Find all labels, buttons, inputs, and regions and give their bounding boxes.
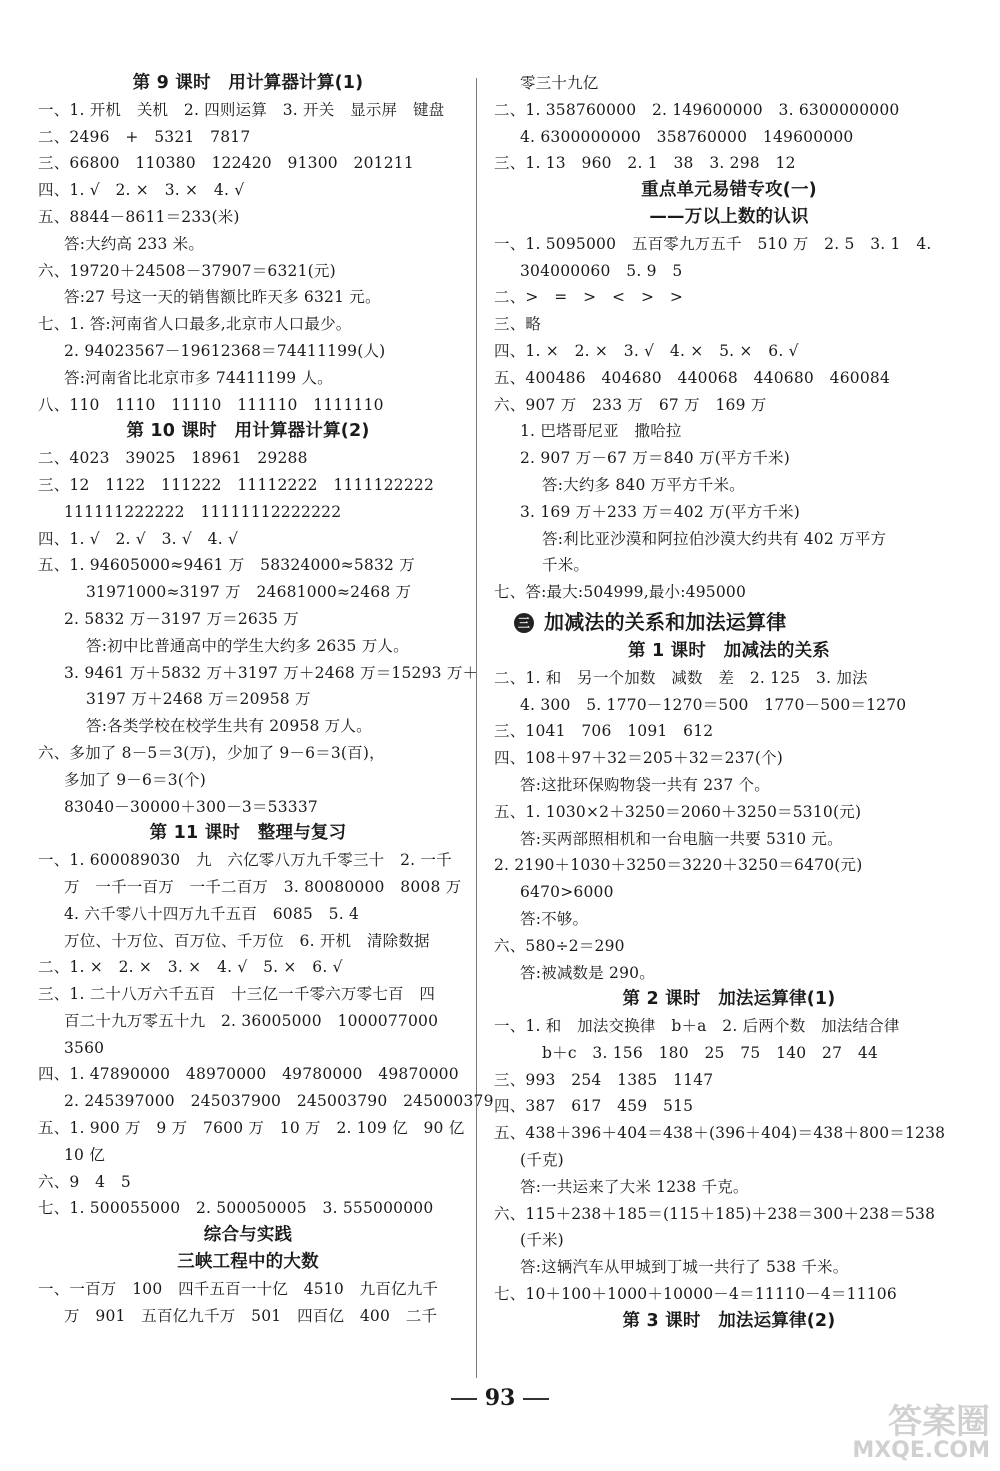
- line-text: 83040－30000＋300－3＝53337: [64, 797, 318, 816]
- line-text: 零三十九亿: [520, 74, 599, 92]
- answer-line: [38, 981, 458, 1008]
- answer-line: [494, 579, 964, 606]
- line-text: 答:利比亚沙漠和阿拉伯沙漠大约共有 402 万平方: [542, 529, 887, 548]
- answer-line: [494, 418, 964, 445]
- answer-line: [494, 745, 964, 772]
- line-text: 万位、十万位、百万位、千万位 6. 开机 清除数据: [64, 931, 430, 950]
- line-text: 4. 300 5. 1770－1270＝500 1770－500＝1270: [520, 695, 907, 714]
- answer-line: [494, 284, 964, 311]
- line-text: 111111222222 11111112222222: [64, 502, 342, 521]
- line-text: 二、1. × 2. × 3. × 4. √ 5. × 6. √: [38, 958, 343, 977]
- line-text: 答:买两部照相机和一台电脑一共要 5310 元。: [520, 829, 843, 848]
- dash-left: [451, 1398, 477, 1400]
- line-text: 七、1. 500055000 2. 500050005 3. 555000000: [38, 1199, 434, 1218]
- answer-line: [38, 124, 458, 151]
- answer-line: [494, 311, 964, 338]
- line-text: 2. 5832 万－3197 万＝2635 万: [64, 609, 299, 628]
- line-text: 二、> = > < > >: [494, 288, 684, 307]
- line-text: 2. 907 万－67 万＝840 万(平方千米): [520, 449, 790, 468]
- section-heading: [494, 177, 964, 204]
- line-text: 七、1. 答:河南省人口最多,北京市人口最少。: [38, 315, 352, 334]
- line-text: 万 901 五百亿九千万 501 四百亿 400 二千: [64, 1306, 438, 1325]
- line-text: 五、8844－8611＝233(米): [38, 207, 240, 226]
- answer-line: [38, 526, 458, 553]
- answer-line: [494, 552, 964, 579]
- left-column: [38, 70, 494, 1329]
- answer-line: [494, 692, 964, 719]
- answer-line: [38, 1142, 458, 1169]
- answer-line: [38, 1061, 458, 1088]
- watermark-logo: [800, 1402, 990, 1467]
- answer-line: [494, 1013, 964, 1040]
- line-text: 四、108＋97＋32＝205＋32＝237(个): [494, 749, 784, 768]
- line-text: 答:27 号这一天的销售额比昨天多 6321 元。: [64, 288, 381, 307]
- section-heading: [38, 1249, 458, 1276]
- section-heading: [38, 418, 458, 445]
- line-text: 三、1. 13 960 2. 1 38 3. 298 12: [494, 154, 796, 173]
- answer-line: [494, 1281, 964, 1308]
- right-column: [494, 70, 964, 1335]
- answer-line: [494, 960, 964, 987]
- answer-line: [494, 445, 964, 472]
- answer-line: [38, 847, 458, 874]
- answer-line: [494, 1174, 964, 1201]
- line-text: b＋c 3. 156 180 25 75 140 27 44: [542, 1043, 878, 1062]
- line-text: 第 10 课时 用计算器计算(2): [126, 421, 370, 442]
- line-text: 五、1. 900 万 9 万 7600 万 10 万 2. 109 亿 90 亿: [38, 1119, 465, 1138]
- unit-number-badge: 三: [514, 613, 534, 633]
- answer-line: [494, 1067, 964, 1094]
- line-text: (千克): [520, 1151, 564, 1170]
- line-text: 304000060 5. 9 5: [520, 261, 683, 280]
- line-text: 答:河南省比北京市多 74411199 人。: [64, 368, 333, 387]
- line-text: 一、1. 开机 关机 2. 四则运算 3. 开关 显示屏 键盘: [38, 100, 445, 119]
- answer-line: [494, 392, 964, 419]
- answer-line: [38, 150, 458, 177]
- line-text: 4. 六千零八十四万九千五百 6085 5. 4: [64, 904, 360, 923]
- answer-line: [38, 552, 458, 579]
- line-text: 三、1. 二十八万六千五百 十三亿一千零六万零七百 四: [38, 985, 436, 1004]
- section-heading: [494, 204, 964, 231]
- answer-line: [38, 204, 458, 231]
- line-text: 重点单元易错专攻(一): [641, 180, 817, 201]
- answer-line: [494, 1093, 964, 1120]
- line-text: 二、2496 + 5321 7817: [38, 127, 251, 146]
- line-text: 二、4023 39025 18961 29288: [38, 449, 308, 468]
- line-text: 一、1. 和 加法交换律 b＋a 2. 后两个数 加法结合律: [494, 1017, 900, 1036]
- line-text: 多加了 9－6＝3(个): [64, 770, 207, 789]
- line-text: 第 11 课时 整理与复习: [149, 823, 347, 844]
- answer-line: [38, 177, 458, 204]
- answer-line: [38, 928, 458, 955]
- line-text: 2. 2190＋1030＋3250＝3220＋3250＝6470(元): [494, 856, 863, 875]
- line-text: 答:各类学校在校学生共有 20958 万人。: [86, 717, 372, 736]
- answer-line: [494, 1227, 964, 1254]
- line-text: 六、907 万 233 万 67 万 169 万: [494, 395, 767, 414]
- answer-line: [38, 1169, 458, 1196]
- line-text: 答:初中比普通高中的学生大约多 2635 万人。: [86, 636, 409, 655]
- line-text: 2. 245397000 245037900 245003790 245000379: [64, 1092, 494, 1111]
- answer-line: [38, 97, 458, 124]
- answer-line: [494, 526, 964, 553]
- answer-line: [494, 1040, 964, 1067]
- line-text: 综合与实践: [203, 1225, 293, 1246]
- answer-line: [38, 794, 458, 821]
- line-text: 四、1. × 2. × 3. √ 4. × 5. × 6. √: [494, 341, 799, 360]
- answer-line: [494, 258, 964, 285]
- answer-line: [494, 718, 964, 745]
- line-text: 七、答:最大:504999,最小:495000: [494, 583, 747, 602]
- answer-line: [494, 906, 964, 933]
- line-text: 一、1. 600089030 九 六亿零八万九千零三十 2. 一千: [38, 851, 452, 870]
- answer-line: [494, 1254, 964, 1281]
- answer-line: [494, 472, 964, 499]
- line-text: 第 3 课时 加法运算律(2): [622, 1310, 836, 1331]
- answer-line: [494, 1147, 964, 1174]
- line-text: 三、12 1122 111222 11112222 1111122222: [38, 475, 435, 494]
- line-text: 六、580÷2＝290: [494, 936, 625, 955]
- line-text: 五、438＋396＋404＝438＋(396＋404)＝438＋800＝1238: [494, 1124, 946, 1143]
- line-text: 答:不够。: [520, 909, 589, 928]
- answer-line: [38, 767, 458, 794]
- line-text: 千米。: [542, 556, 590, 575]
- line-text: 答:大约高 233 米。: [64, 234, 205, 253]
- line-text: 百二十九万零五十九 2. 36005000 1000077000: [64, 1011, 439, 1030]
- answer-line: [38, 1008, 458, 1035]
- section-heading: [494, 638, 964, 665]
- answer-line: [38, 1115, 465, 1142]
- answer-line: [38, 1195, 458, 1222]
- answer-line: [38, 472, 458, 499]
- answer-line: [494, 365, 964, 392]
- answer-line: [494, 826, 964, 853]
- answer-line: [38, 338, 458, 365]
- line-text: 三、1041 706 1091 612: [494, 722, 714, 741]
- answer-line: [494, 338, 964, 365]
- watermark-main: 答案圈: [888, 1402, 990, 1442]
- line-text: 三峡工程中的大数: [177, 1252, 319, 1273]
- answer-line: [494, 124, 964, 151]
- answer-line: [38, 954, 458, 981]
- dash-right: [523, 1398, 549, 1400]
- page-number-text: 93: [484, 1385, 516, 1411]
- line-text: 答:这辆汽车从甲城到丁城一共行了 538 千米。: [520, 1258, 849, 1277]
- answer-line: [494, 933, 964, 960]
- answer-line: [38, 365, 458, 392]
- section-heading: [38, 70, 458, 97]
- line-text: 五、1. 94605000≈9461 万 58324000≈5832 万: [38, 556, 415, 575]
- line-text: 第 9 课时 用计算器计算(1): [132, 73, 364, 93]
- line-text: 八、110 1110 11110 111110 1111110: [38, 395, 384, 414]
- answer-line: [38, 686, 458, 713]
- answer-line: [494, 665, 964, 692]
- line-text: (千米): [520, 1231, 564, 1250]
- line-text: 六、9 4 5: [38, 1172, 131, 1191]
- line-text: 答:一共运来了大米 1238 千克。: [520, 1177, 749, 1196]
- line-text: 答:被减数是 290。: [520, 963, 655, 982]
- answer-line: [494, 1120, 964, 1147]
- answer-line: [38, 660, 479, 687]
- answer-line: [38, 633, 458, 660]
- line-text: 四、387 617 459 515: [494, 1097, 694, 1116]
- line-text: 10 亿: [64, 1145, 105, 1164]
- line-text: 3. 169 万＋233 万＝402 万(平方千米): [520, 502, 801, 521]
- answer-line: [494, 799, 964, 826]
- answer-line: [494, 70, 964, 97]
- answer-line: [38, 284, 458, 311]
- line-text: 六、多加了 8－5＝3(万)，少加了 9－6＝3(百)，: [38, 743, 385, 762]
- line-text: 七、10＋100＋1000＋10000－4＝11110－4＝11106: [494, 1285, 897, 1304]
- answer-line: [38, 713, 458, 740]
- line-text: 加减法的关系和加法运算律: [544, 609, 787, 634]
- line-text: 第 1 课时 加减法的关系: [628, 640, 830, 661]
- line-text: 万 一千一百万 一千二百万 3. 80080000 8008 万: [64, 877, 462, 896]
- answer-line: [494, 499, 964, 526]
- line-text: 五、400486 404680 440068 440680 460084: [494, 368, 891, 387]
- line-text: 答:大约多 840 万平方千米。: [542, 475, 745, 494]
- answer-line: [494, 150, 964, 177]
- line-text: 3197 万＋2468 万＝20958 万: [86, 690, 311, 709]
- line-text: 4. 6300000000 358760000 149600000: [520, 127, 854, 146]
- answer-line: [494, 1201, 964, 1228]
- line-text: 三、993 254 1385 1147: [494, 1070, 714, 1089]
- line-text: 六、19720＋24508－37907＝6321(元): [38, 261, 336, 280]
- answer-line: [494, 772, 964, 799]
- unit-title: [494, 606, 964, 638]
- answer-line: [38, 1035, 458, 1062]
- line-text: 一、1. 5095000 五百零九万五千 510 万 2. 5 3. 1 4.: [494, 234, 932, 253]
- line-text: 答:这批环保购物袋一共有 237 个。: [520, 775, 770, 794]
- line-text: 1. 巴塔哥尼亚 撒哈拉: [520, 422, 682, 441]
- line-text: 3. 9461 万＋5832 万＋3197 万＋2468 万＝15293 万＋: [64, 663, 479, 682]
- answer-line: [494, 852, 964, 879]
- answer-line: [38, 874, 462, 901]
- line-text: 二、1. 和 另一个加数 减数 差 2. 125 3. 加法: [494, 668, 868, 687]
- answer-line: [494, 879, 964, 906]
- section-heading: [494, 986, 964, 1013]
- answer-line: [38, 1303, 458, 1330]
- line-text: 2. 94023567－19612368＝74411199(人): [64, 341, 386, 360]
- line-text: 五、1. 1030×2＋3250＝2060＋3250＝5310(元): [494, 802, 862, 821]
- section-heading: [38, 1222, 458, 1249]
- answer-line: [38, 579, 458, 606]
- answer-line: [38, 499, 458, 526]
- line-text: 6470>6000: [520, 883, 614, 902]
- answer-line: [38, 606, 458, 633]
- answer-line: [38, 740, 458, 767]
- line-text: 3560: [64, 1038, 105, 1057]
- answer-line: [494, 231, 964, 258]
- line-text: 31971000≈3197 万 24681000≈2468 万: [86, 583, 412, 602]
- line-text: ——万以上数的认识: [649, 206, 809, 227]
- line-text: 四、1. 47890000 48970000 49780000 49870000: [38, 1065, 459, 1084]
- answer-line: [38, 445, 458, 472]
- line-text: 三、66800 110380 122420 91300 201211: [38, 154, 414, 173]
- line-text: 二、1. 358760000 2. 149600000 3. 6300000000: [494, 100, 900, 119]
- answer-line: [38, 258, 458, 285]
- section-heading: [38, 820, 458, 847]
- watermark-sub: MXQE.COM: [852, 1438, 990, 1463]
- answer-line: [494, 97, 964, 124]
- section-heading: [494, 1308, 964, 1335]
- column-divider: [476, 78, 477, 1378]
- line-text: 第 2 课时 加法运算律(1): [622, 989, 836, 1010]
- answer-line: [38, 1088, 494, 1115]
- answer-line: [38, 1276, 458, 1303]
- line-text: 一、一百万 100 四千五百一十亿 4510 九百亿九千: [38, 1279, 439, 1298]
- answer-line: [38, 392, 458, 419]
- answer-line: [38, 231, 458, 258]
- answer-line: [38, 311, 458, 338]
- line-text: 六、115＋238＋185＝(115＋185)＋238＝300＋238＝538: [494, 1204, 936, 1223]
- line-text: 四、1. √ 2. × 3. × 4. √: [38, 181, 245, 200]
- answer-line: [38, 901, 458, 928]
- line-text: 四、1. √ 2. √ 3. √ 4. √: [38, 529, 239, 548]
- line-text: 三、略: [494, 315, 542, 334]
